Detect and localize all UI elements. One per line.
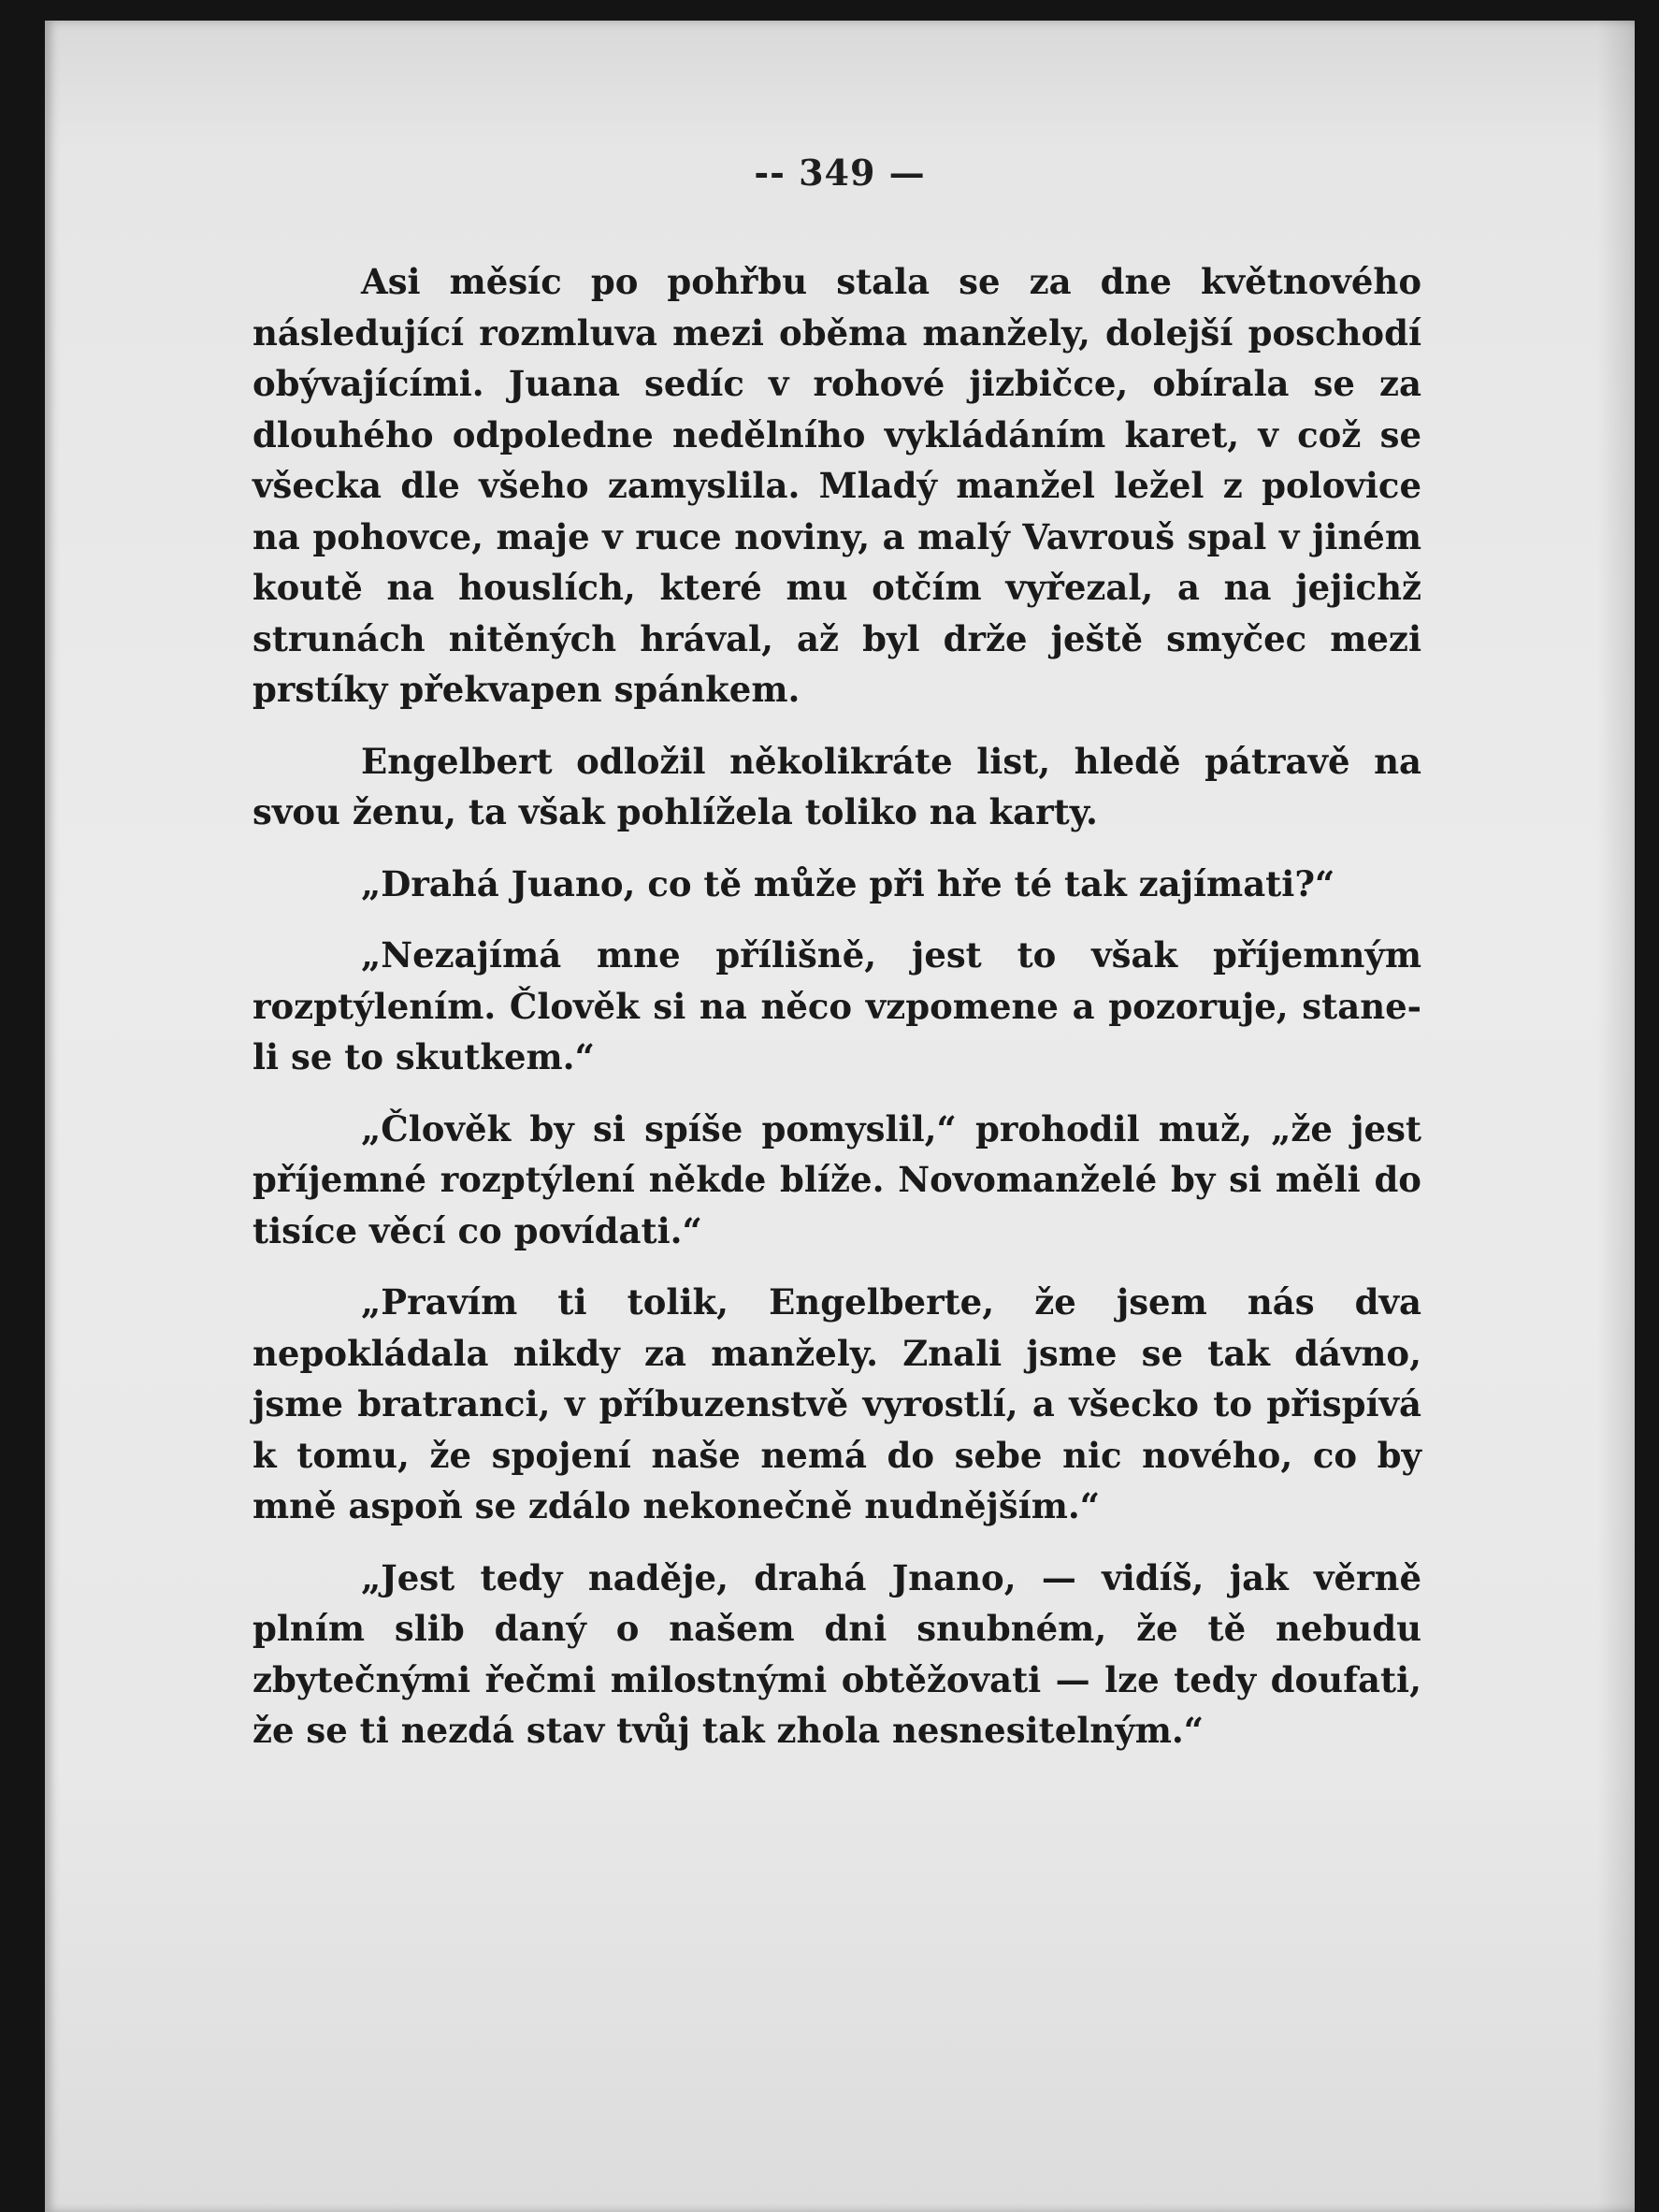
page-number: -- 349 — [754, 152, 926, 194]
paragraph: „Jest tedy naděje, drahá Jnano, — vidíš, jak věrně plním slib daný o našem dni snubném, že tě nebudu zbytečnými řečmi milostnými obtěžovati — lze tedy doufati, že se ti nezdá stav tvůj tak zhola nesnesitelným.“ [252, 1556, 1421, 1751]
paragraph: Engelbert odložil několikráte list, hledě pátravě na svou ženu, ta však pohlížela toliko na karty. [252, 740, 1421, 832]
book-page [45, 21, 1635, 2212]
paragraph: „Člověk by si spíše pomyslil,“ prohodil muž, „že jest příjemné rozptýlení někde blíže. Novomanželé by si měli do tisíce věcí co povídati.“ [252, 1107, 1421, 1251]
paragraph: Asi měsíc po pohřbu stala se za dne květnového následující rozmluva mezi oběma manžely, dolejší poschodí obývajícími. Juana sedíc v rohové jizbičce, obírala se za dlouhého odpoledne nedělního vykládáním karet, v což se všecka dle všeho zamyslila. Mladý manžel ležel z polovice na pohovce, maje v ruce noviny, a malý Vavrouš spal v jiném koutě na houslích, které mu otčím vyřezal, a na jejichž strunách nitěných hrával, až byl drže ještě smyčec mezi prstíky překvapen spánkem. [252, 261, 1421, 710]
paragraph: „Nezajímá mne přílišně, jest to však příjemným rozptýlením. Člověk si na něco vzpomene a pozoruje, stane-li se to skutkem.“ [252, 934, 1421, 1077]
paragraph: „Drahá Juano, co tě může při hře té tak zajímati?“ [361, 862, 1335, 904]
paragraph: „Pravím ti tolik, Engelberte, že jsem nás dva nepokládala nikdy za manžely. Znali jsme se tak dávno, jsme bratranci, v příbuzenstvě vyrostlí, a všecko to přispívá k tomu, že spojení naše nemá do sebe nic nového, co by mně aspoň se zdálo nekonečně nudnějším.“ [252, 1281, 1421, 1526]
body-text [252, 256, 1421, 1757]
